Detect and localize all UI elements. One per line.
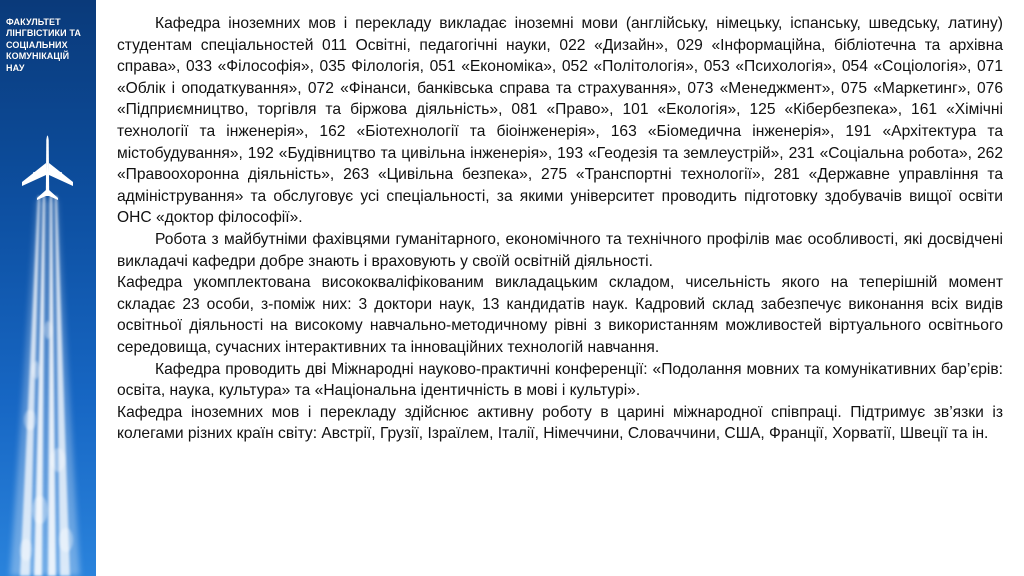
paragraph-disciplines: Кафедра іноземних мов і перекладу викладає іноземні мови (англійську, німецьку, іспанську, шведську, латину) студентам спеціальностей 011 Освітні, педагогічні науки, 022 «Дизайн», 029 «Інформаційна, бібліотечна та архівна справа», 033 «Філософія», 035 Філологія, 051 «Економіка», 052 «Політологія», 053 «Психологія», 054 «Соціологія», 071 «Облік і оподаткування», 072 «Фінанси, банківська справа та страхування», 073 «Менеджмент», 075 «Маркетинг», 076 «Підприємництво, торгівля та біржова діяльність», 081 «Право», 101 «Екологія», 125 «Кібербезпека», 161 «Хімічні технології та інженерія», 162 «Біотехнології та біоінженерія», 163 «Біомедична інженерія», 191 «Архітектура та містобудування», 192 «Будівництво та цивільна інженерія», 193 «Геодезія та землеустрій», 231 «Соціальна робота», 262 «Правоохоронна діяльність», 263 «Цивільна безпека», 275 «Транспортні технології», 281 «Державне управління та адміністрування» та обслуговує усі спеціальності, за якими університет проводить підготовку здобувачів вищої освіти ОНС «доктор філософії». <box>117 15 1003 227</box>
airplane-icon <box>0 0 96 576</box>
paragraph-work-specifics: Робота з майбутніми фахівцями гуманітарного, економічного та технічного профілів має особливості, які досвідчені викладачі кафедри добре знають і враховують у своїй освітній діяльності. <box>117 230 1003 270</box>
faculty-title: ФАКУЛЬТЕТ ЛІНГВІСТИКИ ТА СОЦІАЛЬНИХ КОМУНІКАЦІЙ НАУ <box>6 17 81 73</box>
paragraph-staff: Кафедра укомплектована висококваліфікованим викладацьким складом, чисельність якого на теперішній момент складає 23 особи, з-поміж них: 3 доктори наук, 13 кандидатів наук. Кадровий склад забезпечує виконання всіх видів освітньої діяльності на високому навчально-методичному рівні з використанням можливостей віртуального освітнього середовища, сучасних інтерактивних та інноваційних технологій навчання. <box>117 274 1003 356</box>
main-text <box>117 13 1003 445</box>
sidebar-panel <box>0 0 96 576</box>
paragraph-cooperation: Кафедра іноземних мов і перекладу здійснює активну роботу в царині міжнародної співпраці. Підтримує зв’язки із колегами різних країн світу: Австрії, Грузії, Ізраїлем, Італії, Німеччини, Словаччини, США, Франції, Хорватії, Швеції та ін. <box>117 403 1003 443</box>
paragraph-conferences: Кафедра проводить дві Міжнародні науково-практичні конференції: «Подолання мовних та комунікативних бар’єрів: освіта, наука, культура» та «Національна ідентичність в мові і культурі». <box>117 360 1003 400</box>
